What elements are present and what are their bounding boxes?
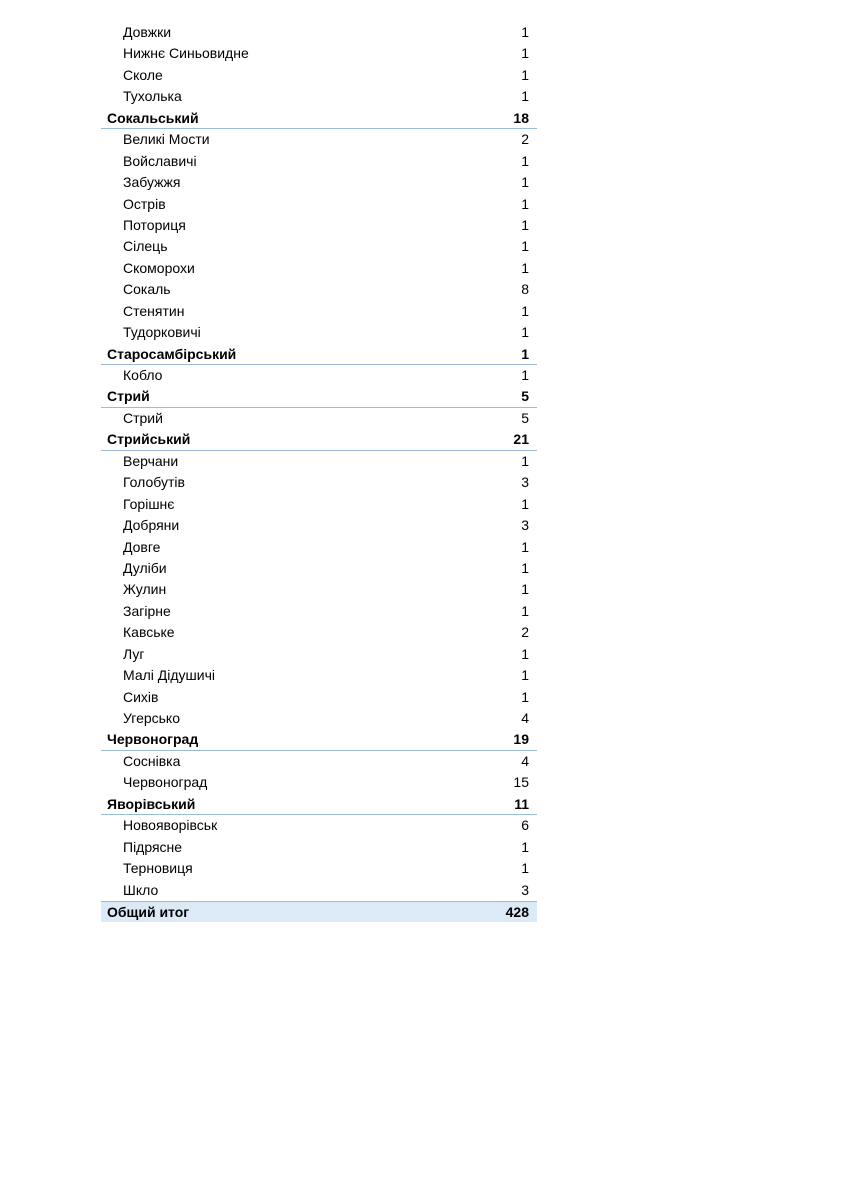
row-value: 2: [521, 131, 529, 148]
row-value: 6: [521, 817, 529, 834]
group-row: [101, 386, 537, 407]
table-row: [101, 301, 537, 322]
table-row: [101, 708, 537, 729]
table-row: [101, 129, 537, 150]
table-row: [101, 322, 537, 343]
table-row: [101, 279, 537, 300]
table-row: [101, 579, 537, 600]
row-value: 1: [521, 645, 529, 662]
row-value: 1: [521, 538, 529, 555]
row-label: Довге: [123, 538, 161, 555]
table-row: [101, 751, 537, 772]
row-label: Луг: [123, 645, 145, 662]
group-row: [101, 429, 537, 450]
row-value: 1: [521, 152, 529, 169]
row-label: Терновиця: [123, 860, 193, 877]
row-value: 1: [521, 452, 529, 469]
table-row: [101, 601, 537, 622]
table-row: [101, 43, 537, 64]
table-row: [101, 772, 537, 793]
row-value: 1: [521, 238, 529, 255]
row-label: Забужжя: [123, 174, 181, 191]
row-value: 2: [521, 624, 529, 641]
row-label: Стенятин: [123, 302, 185, 319]
table-row: [101, 880, 537, 901]
row-label: Скоморохи: [123, 259, 195, 276]
row-label: Стрийський: [107, 431, 191, 448]
row-value: 428: [505, 903, 529, 920]
table-row: [101, 644, 537, 665]
row-value: 1: [521, 838, 529, 855]
table-row: [101, 858, 537, 879]
row-label: Кавське: [123, 624, 175, 641]
row-label: Червоноград: [107, 731, 199, 748]
table-row: [101, 515, 537, 536]
row-value: 5: [521, 409, 529, 426]
row-value: 18: [513, 109, 529, 126]
row-label: Сілець: [123, 238, 168, 255]
row-label: Тудорковичі: [123, 324, 201, 341]
row-value: 1: [521, 24, 529, 40]
row-value: 4: [521, 752, 529, 769]
row-value: 1: [521, 495, 529, 512]
row-label: Горішнє: [123, 495, 175, 512]
table-row: [101, 472, 537, 493]
group-row: [101, 344, 537, 365]
row-value: 1: [521, 688, 529, 705]
row-value: 1: [521, 195, 529, 212]
row-value: 5: [521, 388, 529, 405]
table-row: [101, 451, 537, 472]
row-label: Сихів: [123, 688, 159, 705]
row-label: Сокаль: [123, 281, 171, 298]
row-label: Сколе: [123, 66, 163, 83]
row-value: 1: [521, 602, 529, 619]
row-value: 1: [521, 174, 529, 191]
pivot-table: [101, 22, 537, 922]
row-value: 1: [521, 324, 529, 341]
group-row: [101, 794, 537, 815]
table-row: [101, 837, 537, 858]
row-label: Жулин: [123, 581, 167, 598]
row-label: Нижнє Синьовидне: [123, 45, 249, 62]
row-value: 1: [521, 66, 529, 83]
row-value: 1: [521, 302, 529, 319]
row-value: 21: [513, 431, 529, 448]
table-row: [101, 365, 537, 386]
row-label: Войславичі: [123, 152, 197, 169]
row-label: Поториця: [123, 216, 186, 233]
row-value: 1: [521, 581, 529, 598]
row-value: 1: [521, 559, 529, 576]
row-value: 4: [521, 710, 529, 726]
row-value: 1: [521, 860, 529, 877]
table-row: [101, 408, 537, 429]
row-value: 1: [521, 88, 529, 105]
table-row: [101, 258, 537, 279]
row-label: Червоноград: [123, 774, 208, 791]
row-label: Стрий: [107, 388, 150, 405]
row-value: 8: [521, 281, 529, 298]
row-label: Кобло: [123, 367, 163, 383]
row-label: Верчани: [123, 452, 179, 469]
group-row: [101, 108, 537, 129]
row-value: 11: [514, 795, 529, 812]
row-label: Голобутів: [123, 474, 185, 491]
row-value: 1: [521, 216, 529, 233]
row-value: 1: [521, 259, 529, 276]
row-label: Дуліби: [123, 559, 167, 576]
row-label: Загірне: [123, 602, 171, 619]
table-row: [101, 22, 537, 43]
row-value: 1: [521, 345, 529, 362]
row-label: Добряни: [123, 517, 180, 534]
table-row: [101, 172, 537, 193]
row-label: Общий итог: [107, 903, 190, 920]
row-value: 15: [513, 774, 529, 791]
table-row: [101, 86, 537, 107]
row-value: 19: [513, 731, 529, 748]
row-label: Тухолька: [123, 88, 182, 105]
row-value: 1: [521, 667, 529, 684]
row-label: Новояворівськ: [123, 817, 218, 834]
row-label: Угерсько: [123, 710, 180, 726]
table-row: [101, 65, 537, 86]
row-label: Великі Мости: [123, 131, 210, 148]
row-label: Шкло: [123, 881, 159, 898]
row-label: Яворівський: [107, 795, 196, 812]
table-row: [101, 215, 537, 236]
row-label: Сокальський: [107, 109, 199, 126]
table-row: [101, 194, 537, 215]
table-row: [101, 151, 537, 172]
table-row: [101, 236, 537, 257]
row-label: Довжки: [123, 24, 172, 40]
table-row: [101, 815, 537, 836]
row-value: 3: [521, 881, 529, 898]
table-row: [101, 537, 537, 558]
total-row: [101, 901, 537, 922]
table-row: [101, 622, 537, 643]
row-label: Підрясне: [123, 838, 183, 855]
row-value: 1: [521, 45, 529, 62]
row-value: 3: [521, 517, 529, 534]
row-label: Малі Дідушичі: [123, 667, 215, 684]
table-row: [101, 494, 537, 515]
table-row: [101, 558, 537, 579]
row-label: Соснівка: [123, 752, 181, 769]
group-row: [101, 729, 537, 750]
table-row: [101, 665, 537, 686]
row-label: Острів: [123, 195, 166, 212]
row-value: 1: [521, 367, 529, 383]
table-row: [101, 687, 537, 708]
row-label: Стрий: [123, 409, 163, 426]
row-value: 3: [521, 474, 529, 491]
row-label: Старосамбірський: [107, 345, 237, 362]
